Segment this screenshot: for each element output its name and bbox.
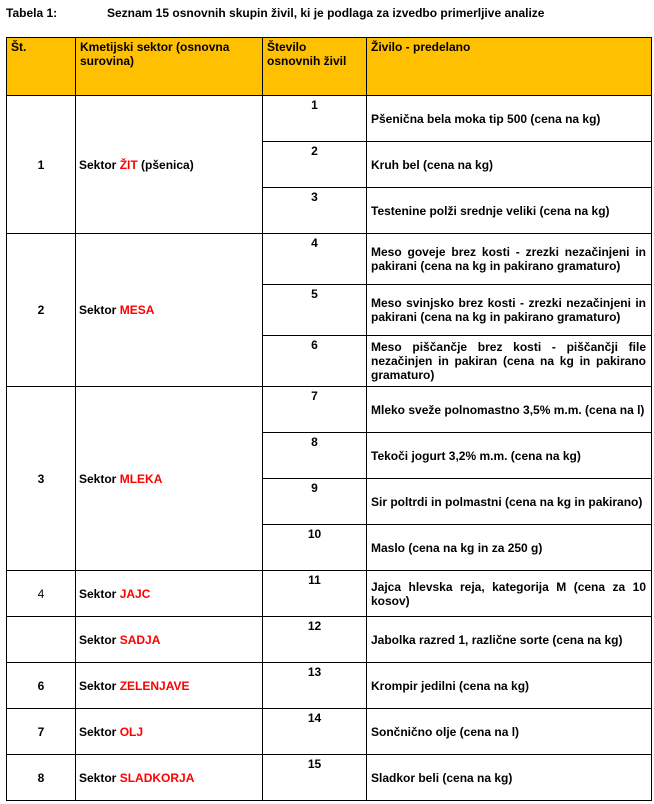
food-count: 13 (263, 663, 367, 709)
food-count: 15 (263, 755, 367, 801)
sector-number: 8 (7, 755, 76, 801)
food-count: 7 (263, 387, 367, 433)
food-count: 5 (263, 285, 367, 336)
sector-word: Sektor (79, 303, 117, 317)
sector-cell (76, 755, 263, 801)
sector-number: 1 (7, 96, 76, 234)
header-count: Število osnovnih živil (263, 38, 367, 96)
sector-name: MLEKA (119, 471, 163, 486)
food-name: Sončnično olje (cena na l) (367, 709, 652, 755)
sector-cell (76, 663, 263, 709)
food-name: Meso piščančje brez kosti - piščančji file nezačinjen in pakiran (cena na kg in pakirano gramaturo) (367, 336, 652, 387)
food-name: Testenine polži srednje veliki (cena na kg) (367, 188, 652, 234)
table-row (7, 617, 652, 663)
table-row (7, 709, 652, 755)
sector-number: 3 (7, 387, 76, 571)
sector-word: Sektor (79, 678, 117, 693)
food-count: 4 (263, 234, 367, 285)
sector-word: Sektor (79, 632, 117, 647)
sector-number: 2 (7, 234, 76, 387)
sector-cell (76, 234, 263, 387)
sector-cell (76, 617, 263, 663)
food-groups-table (6, 37, 652, 801)
table-caption (0, 6, 654, 22)
table-row (7, 755, 652, 801)
sector-word: Sektor (79, 471, 117, 486)
header-number: Št. (7, 38, 76, 96)
sector-name: OLJ (119, 724, 144, 739)
table-row (7, 234, 652, 285)
sector-cell (76, 96, 263, 234)
food-count: 11 (263, 571, 367, 617)
sector-cell (76, 387, 263, 571)
food-count: 2 (263, 142, 367, 188)
table-row (7, 571, 652, 617)
food-count: 10 (263, 525, 367, 571)
food-name: Kruh bel (cena na kg) (367, 142, 652, 188)
caption-title: Seznam 15 osnovnih skupin živil, ki je podlaga za izvedbo primerljive analize (107, 6, 545, 20)
sector-word: Sektor (79, 157, 117, 172)
food-name: Sir poltrdi in polmastni (cena na kg in pakirano) (367, 479, 652, 525)
sector-word: Sektor (79, 724, 117, 739)
sector-name: JAJC (119, 586, 151, 601)
food-name: Pšenična bela moka tip 500 (cena na kg) (367, 96, 652, 142)
food-count: 6 (263, 336, 367, 387)
food-count: 1 (263, 96, 367, 142)
food-name: Meso svinjsko brez kosti - zrezki nezačinjeni in pakirani (cena na kg in pakirano gramaturo) (367, 285, 652, 336)
sector-word: Sektor (79, 770, 117, 785)
food-name: Jajca hlevska reja, kategorija M (cena za 10 kosov) (367, 571, 652, 617)
food-name: Sladkor beli (cena na kg) (367, 755, 652, 801)
sector-number: 6 (7, 663, 76, 709)
sector-name: SADJA (119, 632, 161, 647)
food-name: Jabolka razred 1, različne sorte (cena na kg) (367, 617, 652, 663)
food-count: 9 (263, 479, 367, 525)
food-count: 12 (263, 617, 367, 663)
table-header-row (7, 38, 652, 96)
food-name: Tekoči jogurt 3,2% m.m. (cena na kg) (367, 433, 652, 479)
food-count: 8 (263, 433, 367, 479)
sector-cell (76, 571, 263, 617)
sector-number: 4 (7, 571, 76, 617)
food-name: Mleko sveže polnomastno 3,5% m.m. (cena na l) (367, 387, 652, 433)
caption-label: Tabela 1: (6, 6, 58, 20)
table-body (7, 96, 652, 801)
header-food: Živilo - predelano (367, 38, 652, 96)
sector-name: MESA (119, 303, 155, 317)
sector-suffix: (pšenica) (137, 157, 194, 172)
table-row (7, 96, 652, 142)
sector-name: ZELENJAVE (119, 678, 190, 693)
table-row (7, 663, 652, 709)
sector-number: 7 (7, 709, 76, 755)
sector-cell (76, 709, 263, 755)
food-count: 14 (263, 709, 367, 755)
food-name: Krompir jedilni (cena na kg) (367, 663, 652, 709)
table-row (7, 387, 652, 433)
sector-word: Sektor (79, 586, 117, 601)
sector-name: SLADKORJA (119, 770, 195, 785)
food-count: 3 (263, 188, 367, 234)
sector-number (7, 617, 76, 663)
header-sector: Kmetijski sektor (osnovna surovina) (76, 38, 263, 96)
food-name: Meso goveje brez kosti - zrezki nezačinjeni in pakirani (cena na kg in pakirano gramaturo) (367, 234, 652, 285)
food-name: Maslo (cena na kg in za 250 g) (367, 525, 652, 571)
sector-name: ŽIT (119, 157, 138, 172)
